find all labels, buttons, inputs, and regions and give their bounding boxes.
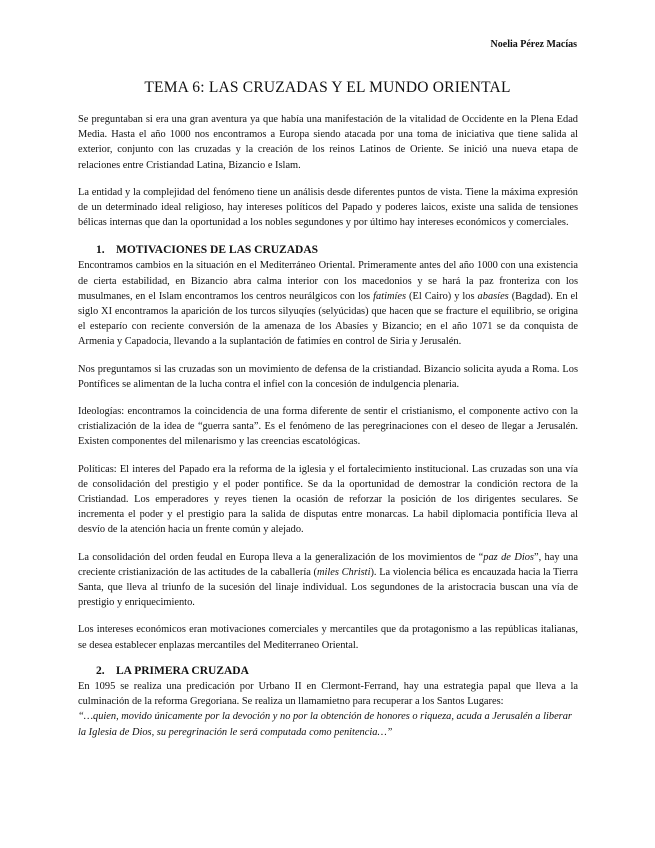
block-quote: “…quien, movido únicamente por la devoción y no por la obtención de honores o riqueza, acuda a Jerusalén a liberar la Iglesia de Dios, su peregrinación le será computada como penitencia…”: [78, 711, 572, 738]
section-1-paragraph-2: Nos preguntamos si las cruzadas son un movimiento de defensa de la cristiandad. Bizancio solicita ayuda a Roma. Los Pontífices se alimentan de la lucha contra el infiel con la concesión de indulgencia plenaria.: [78, 363, 578, 390]
section-1-heading: [78, 242, 578, 258]
text-run: (El Cairo) y los: [406, 290, 478, 302]
text-run: ). La violencia bélica es encauzada hacia la Tierra Santa, que lleva al triunfo de la sucesión del linaje individual. Los segundones de la aristocracia buscan una vía de prestigio y enriquecimiento.: [78, 566, 578, 609]
document-body: [78, 112, 578, 752]
intro-paragraph-2: La entidad y la complejidad del fenómeno tiene un análisis desde diferentes puntos de vista. Tiene la máxima expresión de un determinado ideal religioso, hay intereses políticos del Papado y poderes laicos, existe una salida de tensiones bélicas internas que dan la oportunidad a los nobles segundones y por último hay intereses económicos y comerciales.: [78, 186, 578, 229]
document-title: TEMA 6: LAS CRUZADAS Y EL MUNDO ORIENTAL: [144, 79, 511, 96]
italic-term: miles Christi: [316, 566, 371, 578]
italic-term: fatimíes: [373, 290, 407, 302]
section-2-title: LA PRIMERA CRUZADA: [116, 664, 249, 677]
section-1-number: 1.: [96, 244, 105, 257]
author-name: Noelia Pérez Macías: [490, 39, 577, 50]
section-1-paragraph-1: [78, 258, 578, 349]
section-1-title: MOTIVACIONES DE LAS CRUZADAS: [116, 244, 319, 257]
section-2-number: 2.: [96, 664, 105, 677]
section-2-heading: [78, 663, 578, 679]
text-run: La consolidación del orden feudal en Europa lleva a la generalización de los movimientos de “: [78, 551, 484, 563]
section-2-paragraph-1: En 1095 se realiza una predicación por Urbano II en Clermont-Ferrand, hay una estrategia papal que lleva a la culminación de la reforma Gregoriana. Se realiza un llamamietno para recuperar a los Santos Lugares:: [78, 680, 578, 708]
section-1-paragraph-3: Ideologías: encontramos la coincidencia de una forma diferente de sentir el cristianismo, el componente activo con la cristialización de la idea de “guerra santa”. Es el fenómeno de las peregrinaciones con el deseo de llegar a Jerusalén. Existen componentes del milenarismo y las creencias escatológicas.: [78, 406, 578, 448]
text-run: Encontramos cambios en la situación en el Mediterráneo Oriental. Primeramente antes del año 1000 con una existencia de cierta estabilidad, en Bizancio abra calma interior con los macedonios y se hará la paz fronteriza con los musulmanes, en el Islam encontramos los centros neurálgicos con los: [78, 260, 578, 302]
text-run: (Bagdad). En el siglo XI encontramos la aparición de los turcos silyuqíes (selyúcidas) que hacen que se fracture el equilibrio, se origina el esteparío con reciente conversión de la amenaza de los Abasíes y Bizancio; en el año 1071 se da conquista de Armenia y Capadocia, llevando a la suplantación de fatimíes en control de Siria y Jerusalén.: [78, 290, 579, 348]
section-1-paragraph-6: Los intereses económicos eran motivaciones comerciales y mercantiles que da protagonismo a las repúblicas italianas, se desea establecer enplazas mercantiles del Mediterraneo Oriental.: [78, 624, 578, 651]
intro-paragraph-1: Se preguntaban si era una gran aventura ya que había una manifestación de la vitalidad de Occidente en la Plena Edad Media. Hasta el año 1000 nos encontramos a Europa siendo atacada por una toma de iniciativa que tiene salida al exterior, conjunto con las cruzadas y la creación de los reinos Latinos de Oriente. Se inició una nueva etapa de relaciones entre Cristiandad Latina, Bizancio e Islam.: [78, 114, 578, 171]
italic-term: abasíes: [477, 290, 509, 302]
text-run: ”, hay una creciente cristianización de las actitudes de la caballería (: [78, 551, 578, 578]
section-1-paragraph-5: [78, 550, 578, 611]
italic-term: paz de Dios: [483, 551, 534, 563]
section-1-paragraph-4: Políticas: El interes del Papado era la reforma de la iglesia y el fortalecimiento institucional. Las cruzadas son una vía de consolidación del prestigio y el poder pontifice. Se da la oportunidad de demostrar la condición rectora de la Cristiandad. Los emperadores y reyes tienen la ocasión de reforzar la posición de los dirigentes seculares. Se incrementa el poder y el prestigio para la salida de disputas entre monarcas. La habil diplomacia pontifícia lleva al desvío de la atención hacia un frente común y alejado.: [78, 463, 578, 536]
